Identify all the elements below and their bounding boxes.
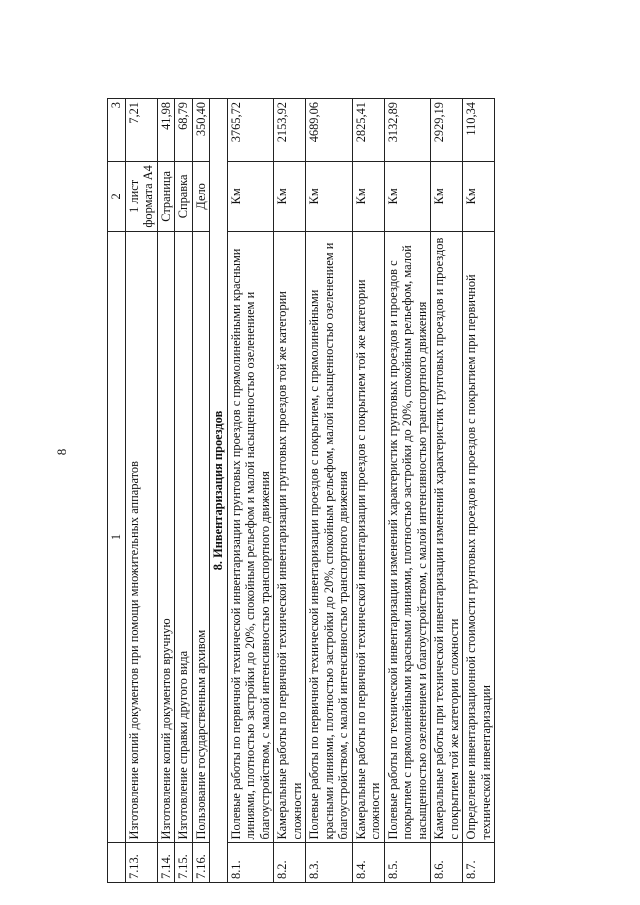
row-price: 41,98	[157, 99, 175, 162]
row-number: 7.14.	[157, 843, 175, 883]
row-price: 7,21	[125, 99, 157, 162]
row-price: 2929,19	[431, 99, 463, 162]
row-unit: Км	[431, 162, 463, 232]
row-number: 7.15.	[175, 843, 193, 883]
table-row	[125, 99, 157, 883]
row-description: Изготовление копий документов при помощи множительных аппаратов	[125, 231, 157, 843]
row-unit: Дело	[192, 162, 210, 232]
table-row	[175, 99, 193, 883]
row-description: Полевые работы по технической инвентаризации изменений характеристик грунтовых проездов и проездов с покрытием с прямолинейными красными линиями, плотностью застройки до 20%, спокойным рельефом, малой насыщенностью озеленением и благоустройством, с малой интенсивностью транспортного движения	[384, 231, 431, 843]
table-row	[384, 99, 431, 883]
table-row	[157, 99, 175, 883]
row-description: Камеральные работы по первичной технической инвентаризации проездов с покрытием той же категории сложности	[352, 231, 384, 843]
row-price: 350,40	[192, 99, 210, 162]
row-number: 7.13.	[125, 843, 157, 883]
row-unit: 1 лист формата А4	[125, 162, 157, 232]
row-number: 8.1.	[227, 843, 274, 883]
row-unit: Км	[384, 162, 431, 232]
row-unit: Страница	[157, 162, 175, 232]
row-description: Пользование государственным архивом	[192, 231, 210, 843]
table-row	[192, 99, 210, 883]
tariff-table	[107, 98, 495, 883]
row-price: 110,34	[463, 99, 495, 162]
table-row	[431, 99, 463, 883]
row-number: 8.5.	[384, 843, 431, 883]
row-price: 3765,72	[227, 99, 274, 162]
table-row	[352, 99, 384, 883]
row-unit: Справка	[175, 162, 193, 232]
row-description: Изготовление копий документов вручную	[157, 231, 175, 843]
table-row	[227, 99, 274, 883]
table-header-row	[108, 99, 126, 883]
table-row	[274, 99, 306, 883]
table-row	[306, 99, 353, 883]
section-heading-row	[210, 99, 228, 883]
row-number: 8.6.	[431, 843, 463, 883]
table-row	[463, 99, 495, 883]
section-title: 8. Инвентаризация проездов	[210, 99, 228, 883]
row-description: Определение инвентаризационной стоимости грунтовых проездов и проездов с покрытием при первичной технической инвентаризации	[463, 231, 495, 843]
row-description: Полевые работы по первичной технической инвентаризации грунтовых проездов с прямолинейными красными линиями, плотностью застройки до 20%, спокойным рельефом и малой насыщенностью озеленением и благоустройством, с малой интенсивностью транспортного движения	[227, 231, 274, 843]
header-col-unit: 2	[108, 162, 126, 232]
row-number: 8.7.	[463, 843, 495, 883]
row-price: 2825,41	[352, 99, 384, 162]
row-price: 2153,92	[274, 99, 306, 162]
row-unit: Км	[306, 162, 353, 232]
row-price: 4689,06	[306, 99, 353, 162]
row-number: 7.16.	[192, 843, 210, 883]
row-price: 68,79	[175, 99, 193, 162]
row-description: Камеральные работы по первичной технической инвентаризации грунтовых проездов той же категории сложности	[274, 231, 306, 843]
row-number: 8.2.	[274, 843, 306, 883]
row-description: Камеральные работы при технической инвентаризации изменений характеристик грунтовых проездов и проездов с покрытием той же категории сложности	[431, 231, 463, 843]
page-number: 8	[54, 448, 69, 456]
rotated-table-container	[107, 98, 587, 883]
row-description: Полевые работы по первичной технической инвентаризации проездов с покрытием, с прямолинейными красными линиями, плотностью застройки до 20%, спокойным рельефом, малой насыщенностью озеленением и благоустройством, с малой интенсивностью транспортного движения	[306, 231, 353, 843]
row-unit: Км	[463, 162, 495, 232]
header-col-number	[108, 843, 126, 883]
row-unit: Км	[274, 162, 306, 232]
row-price: 3132,89	[384, 99, 431, 162]
header-col-price: 3	[108, 99, 126, 162]
row-number: 8.4.	[352, 843, 384, 883]
row-unit: Км	[227, 162, 274, 232]
header-col-description: 1	[108, 231, 126, 843]
row-unit: Км	[352, 162, 384, 232]
row-description: Изготовление справки другого вида	[175, 231, 193, 843]
row-number: 8.3.	[306, 843, 353, 883]
